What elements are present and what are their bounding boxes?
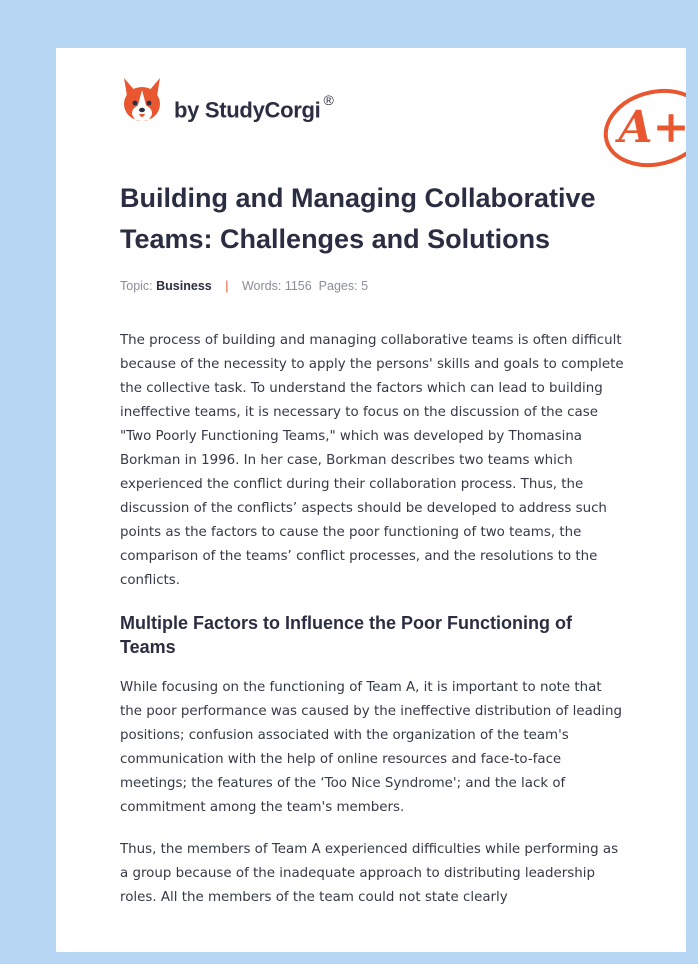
brand-text: by StudyCorgi xyxy=(174,97,321,123)
pages-value: 5 xyxy=(361,279,369,293)
body-paragraph-continued: Thus, the members of Team A experienced difficulties while performing as a group because of the inadequate approach to distributing leadership roles. All the members of the team could not state clearly xyxy=(120,842,619,905)
topic-label: Topic: xyxy=(120,279,153,293)
page-title: Building and Managing Collaborative Teams: Challenges and Solutions xyxy=(120,183,596,254)
document-page xyxy=(56,48,690,952)
meta-separator: | xyxy=(225,279,229,293)
words-label: Words: xyxy=(241,279,282,293)
grade-a-plus-icon xyxy=(602,86,690,170)
brand-name[interactable] xyxy=(174,92,334,123)
section-heading: Multiple Factors to Influence the Poor Functioning of Teams xyxy=(120,613,572,657)
article-meta xyxy=(120,279,626,293)
registered-mark: ® xyxy=(323,92,334,108)
header xyxy=(120,76,690,153)
grade-label: A+ xyxy=(618,102,690,153)
corgi-logo-icon[interactable] xyxy=(120,76,164,124)
pages-label: Pages: xyxy=(318,279,358,293)
intro-paragraph: The process of building and managing collaborative teams is often difficult because of the necessity to apply the persons' skills and goals to complete the collective task. To understand the factors which can lead to building ineffective teams, it is necessary to focus on the discussion of the case "Two Poorly Functioning Teams," which was developed by Thomasina Borkman in 1996. In her case, Borkman describes two teams which experienced the conflict during their collaboration process. Thus, the discussion of the conflicts’ aspects should be developed to address such points as the factors to cause the poor functioning of two teams, the comparison of the teams’ conflict processes, and the resolutions to the conflicts. xyxy=(120,333,624,588)
body-paragraph: While focusing on the functioning of Team A, it is important to note that the poor performance was caused by the ineffective distribution of leading positions; confusion associated with the organization of the team's communication with the help of online resources and face-to-face meetings; the features of the ‘Too Nice Syndrome'; and the lack of commitment among the team's members. xyxy=(120,680,622,815)
words-value: 1156 xyxy=(284,279,312,293)
topic-link[interactable]: Business xyxy=(156,279,212,293)
article xyxy=(120,178,626,910)
